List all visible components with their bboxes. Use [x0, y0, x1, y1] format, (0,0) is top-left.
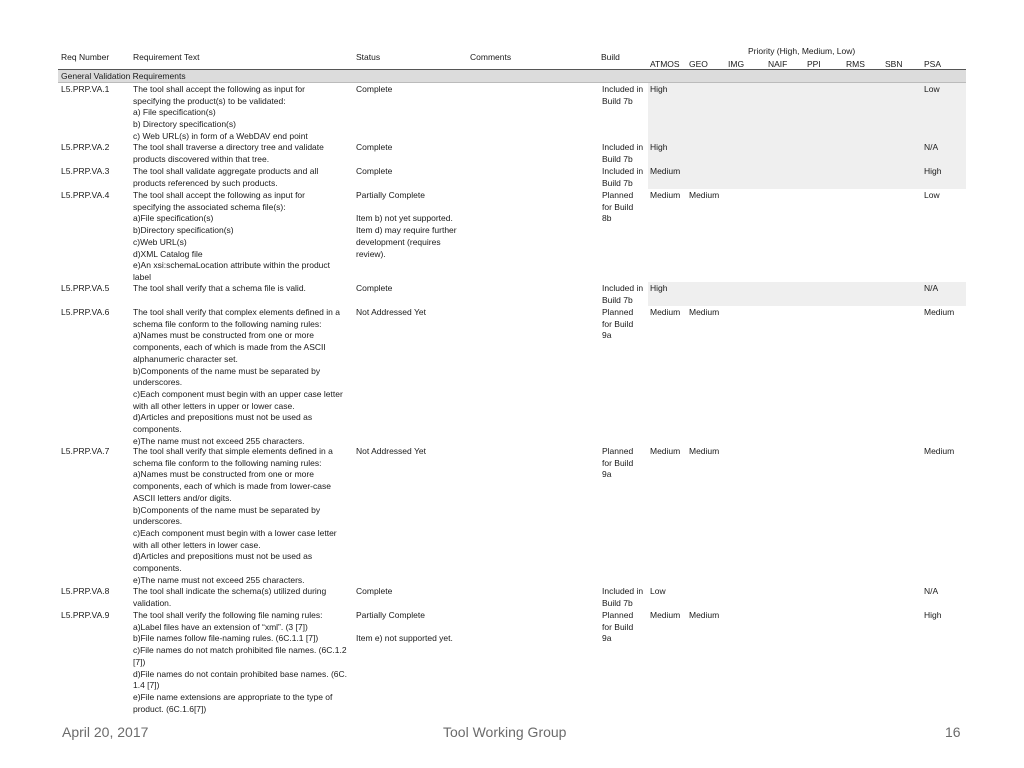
cell-status: Complete — [356, 283, 393, 293]
cell-geo: Medium — [689, 446, 720, 456]
cell-atmos: High — [650, 283, 668, 293]
cell-status: Complete — [356, 142, 393, 152]
col-geo: GEO — [689, 59, 708, 69]
cell-atmos: Medium — [650, 190, 681, 200]
row-shading — [648, 83, 966, 141]
cell-build: Planned for Build 9a — [602, 307, 634, 341]
cell-text: The tool shall traverse a directory tree and validate products discovered within that tree. — [133, 142, 324, 164]
row-shading — [648, 165, 966, 189]
cell-text: The tool shall accept the following as input for specifying the product(s) to be validated: a) File specification(s) b) Directory specification(s) c) Web URL(s) in form of a WebDAV end point — [133, 84, 308, 141]
cell-geo: Medium — [689, 307, 720, 317]
cell-text: The tool shall verify the following file naming rules: a)Label files have an extension of “xml”. (3 [7]) b)File names follow file-naming rules. (6C.1.1 [7]) c)File names do not match prohibited file names. (6C.1.2 [7]) d)File names do not contain prohibited base names. (6C. 1.4 [7]) e)File name extensions are appropriate to the type of product. (6C.1.6[7]) — [133, 610, 348, 714]
table-row — [58, 609, 966, 719]
footer-group: Tool Working Group — [443, 724, 567, 740]
table-row — [58, 83, 966, 141]
col-psa: PSA — [924, 59, 942, 69]
cell-geo: Medium — [689, 610, 720, 620]
cell-id: L5.PRP.VA.4 — [61, 190, 110, 200]
cell-status: Complete — [356, 166, 393, 176]
cell-text: The tool shall indicate the schema(s) utilized during validation. — [133, 586, 327, 608]
cell-build: Planned for Build 8b — [602, 190, 634, 224]
cell-psa: Medium — [924, 446, 955, 456]
section-band — [58, 70, 966, 82]
cell-psa: Low — [924, 190, 940, 200]
col-req-number: Req Number — [61, 52, 110, 62]
cell-status: Complete — [356, 84, 393, 94]
cell-build: Included in Build 7b — [602, 586, 644, 608]
table-row — [58, 306, 966, 445]
cell-id: L5.PRP.VA.5 — [61, 283, 110, 293]
col-naif: NAIF — [768, 59, 788, 69]
footer-date: April 20, 2017 — [62, 724, 149, 740]
cell-id: L5.PRP.VA.1 — [61, 84, 110, 94]
col-status: Status — [356, 52, 381, 62]
col-requirement-text: Requirement Text — [133, 52, 200, 62]
cell-psa: High — [924, 610, 942, 620]
table-row — [58, 282, 966, 306]
cell-build: Included in Build 7b — [602, 142, 644, 164]
cell-status: Partially Complete Item b) not yet supported. Item d) may require further development (requires review). — [356, 190, 457, 259]
cell-psa: Medium — [924, 307, 955, 317]
cell-status: Not Addressed Yet — [356, 446, 426, 456]
cell-status: Partially Complete Item e) not supported yet. — [356, 610, 453, 644]
col-comments: Comments — [470, 52, 512, 62]
cell-psa: N/A — [924, 586, 939, 596]
table-row — [58, 165, 966, 189]
cell-build: Included in Build 7b — [602, 84, 644, 106]
cell-status: Not Addressed Yet — [356, 307, 426, 317]
cell-build: Included in Build 7b — [602, 166, 644, 188]
cell-id: L5.PRP.VA.3 — [61, 166, 110, 176]
row-shading — [648, 282, 966, 306]
cell-atmos: Medium — [650, 307, 681, 317]
cell-build: Included in Build 7b — [602, 283, 644, 305]
cell-id: L5.PRP.VA.7 — [61, 446, 110, 456]
col-rms: RMS — [846, 59, 865, 69]
cell-psa: Low — [924, 84, 940, 94]
cell-text: The tool shall accept the following as input for specifying the associated schema file(s): a)File specification(s) b)Directory specification(s) c)Web URL(s) d)XML Catalog file e)An xsi:schemaLocation attribute within the product label — [133, 190, 331, 282]
table-header — [58, 44, 966, 70]
cell-text: The tool shall verify that simple elements defined in a schema file conform to the following naming rules: a)Names must be constructed from one or more components, each of which is made from lower-case ASCII letters and/or digits. b)Components of the name must be separated by underscores. c)Each component must begin with a lower case letter with all other letters in lower case. d)Articles and prepositions must not be used as components. e)The name must not exceed 255 characters. — [133, 446, 337, 585]
section-title: General Validation Requirements — [61, 71, 186, 81]
cell-id: L5.PRP.VA.2 — [61, 142, 110, 152]
col-build: Build — [601, 52, 620, 62]
cell-build: Planned for Build 9a — [602, 610, 634, 644]
col-priority: Priority (High, Medium, Low) — [748, 46, 856, 56]
cell-id: L5.PRP.VA.8 — [61, 586, 110, 596]
col-atmos: ATMOS — [650, 59, 680, 69]
table-row — [58, 189, 966, 282]
col-ppi: PPI — [807, 59, 821, 69]
cell-text: The tool shall verify that complex elements defined in a schema file conform to the following naming rules: a)Names must be constructed from one or more components, each of which is made from the ASCII alphanumeric character set. b)Components of the name must be separated by underscores. c)Each component must begin with an upper case letter with all other letters in upper or lower case. d)Articles and prepositions must not be used as components. e)The name must not exceed 255 characters. — [133, 307, 343, 446]
cell-status: Complete — [356, 586, 393, 596]
cell-geo: Medium — [689, 190, 720, 200]
cell-id: L5.PRP.VA.9 — [61, 610, 110, 620]
col-img: IMG — [728, 59, 745, 69]
cell-text: The tool shall validate aggregate products and all products referenced by such products. — [133, 166, 319, 188]
cell-atmos: Medium — [650, 446, 681, 456]
cell-text: The tool shall verify that a schema file is valid. — [133, 283, 306, 293]
cell-psa: High — [924, 166, 942, 176]
table-row — [58, 141, 966, 165]
cell-atmos: Medium — [650, 166, 681, 176]
cell-atmos: High — [650, 142, 668, 152]
cell-psa: N/A — [924, 142, 939, 152]
cell-id: L5.PRP.VA.6 — [61, 307, 110, 317]
cell-build: Planned for Build 9a — [602, 446, 634, 480]
table-row — [58, 445, 966, 585]
cell-atmos: Low — [650, 586, 666, 596]
cell-psa: N/A — [924, 283, 939, 293]
col-sbn: SBN — [885, 59, 903, 69]
table-row — [58, 585, 966, 609]
cell-atmos: Medium — [650, 610, 681, 620]
row-shading — [648, 141, 966, 165]
cell-atmos: High — [650, 84, 668, 94]
footer-page-number: 16 — [945, 724, 961, 740]
